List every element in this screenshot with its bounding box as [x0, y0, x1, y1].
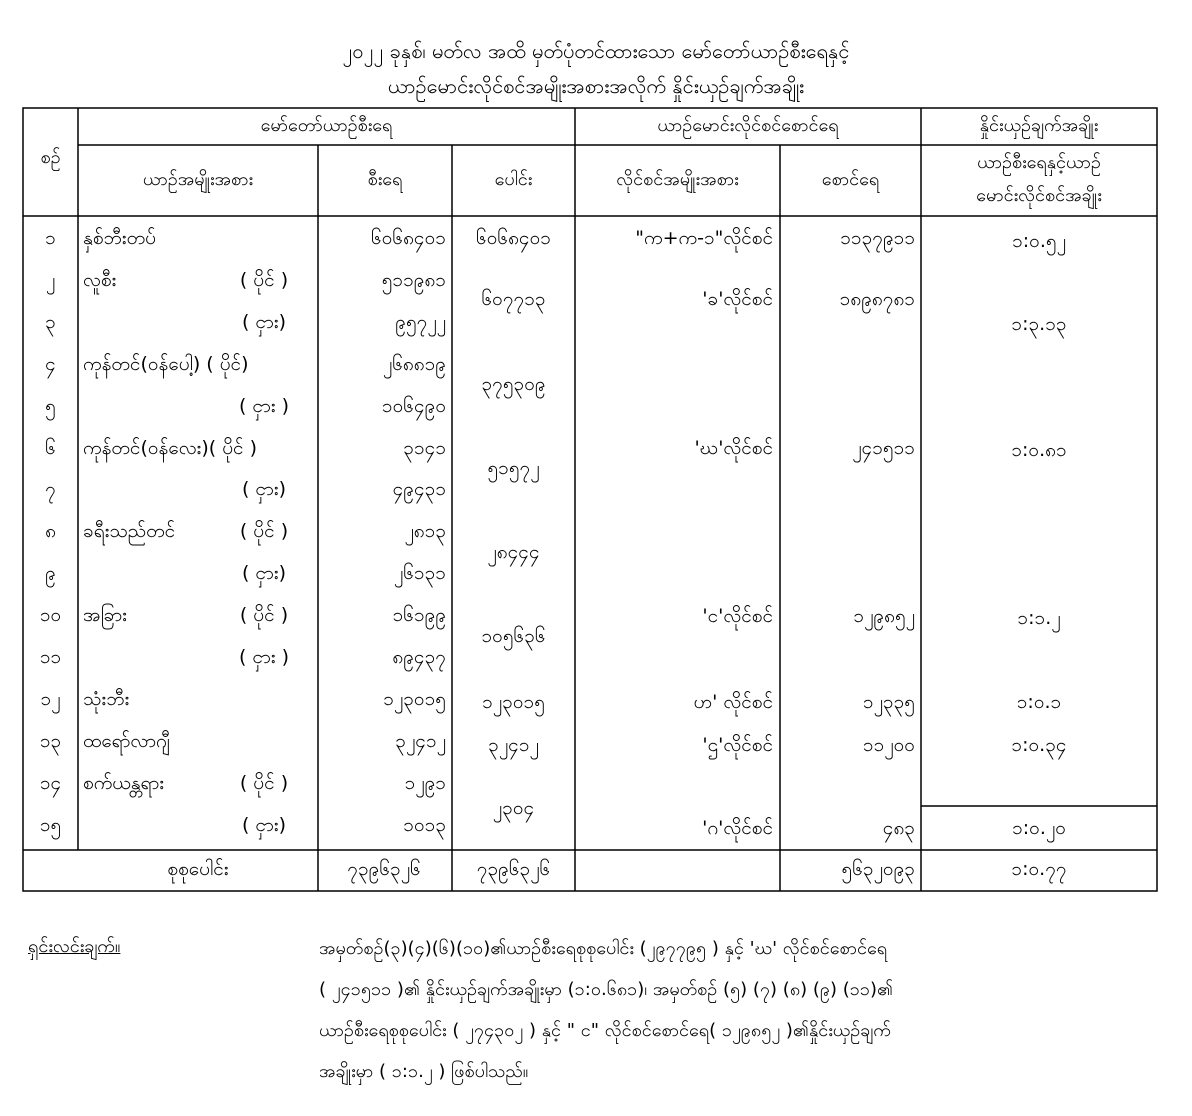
vehicle-type: အခြား [83, 604, 127, 626]
vehicle-type: သုံးဘီး [83, 688, 130, 710]
row-number: ၂ [45, 269, 56, 291]
vehicle-count: ၄၉၄၃၁ [392, 478, 446, 500]
header-no: စဉ် [40, 147, 61, 168]
row-number: ၄ [45, 353, 56, 375]
note-line: ( ၂၄၁၅၁၁ )၏ နှိုင်းယှဉ်ချက်အချိုးမှာ (၁:၀.၆၈၁)၊ အမှတ်စဉ် (၅) (၇) (၈) (၉) (၁၁)၏ [319, 979, 894, 1000]
total-ratio: ၁:၀.၇၇ [1011, 858, 1067, 880]
header-group-ratio: နှိုင်းယှဉ်ချက်အချိုး [979, 115, 1099, 136]
ratio-value: ၁:၀.၅၂ [1012, 230, 1066, 252]
license-type: ဟ' လိုင်စင် [693, 691, 773, 713]
row-number: ၉ [45, 562, 56, 584]
vehicle-count: ၁၆၁၉၉ [392, 604, 446, 626]
vehicle-count: ၅၁၁၉၈၁ [381, 269, 446, 291]
license-count: ၁၁၂၀၀ [862, 734, 915, 756]
row-number: ၃ [45, 311, 56, 333]
row-number: ၅ [45, 395, 56, 417]
sum-value: ၁၂၃၀၁၅ [482, 691, 545, 713]
ownership-qualifier: ( ငှား) [241, 562, 287, 584]
row-number: ၇ [45, 478, 56, 500]
vehicle-count: ၁၀၆၄၉၀ [381, 395, 446, 417]
header-vehicle-type: ယာဉ်အမျိုးအစား [142, 169, 254, 190]
vehicle-count: ၃၁၄၁ [403, 437, 446, 459]
ownership-qualifier: ( ငှား) [241, 311, 287, 333]
note-label: ရှင်းလင်းချက်။ [28, 936, 121, 957]
vehicle-count: ၁၂၉၁ [404, 772, 446, 794]
ownership-qualifier: ( ပိုင် ) [239, 269, 289, 291]
note-line: ယာဉ်စီးရေစုစုပေါင်း ( ၂၇၄၃၀၂ ) နှင့် " င" လိုင်စင်စောင်ရေ( ၁၂၉၈၅၂ )၏နှိုင်းယှဉ်ချက် [319, 1020, 891, 1041]
row-number: ၈ [45, 520, 56, 542]
ratio-value: ၁:၀.၃၄ [1011, 734, 1067, 756]
vehicle-count: ၈၉၄၃၇ [392, 646, 446, 668]
page-title-line2: ယာဉ်မောင်းလိုင်စင်အမျိုးအစားအလိုက် နှိုင်းယှဉ်ချက်အချိုး [387, 74, 805, 98]
ownership-qualifier: ( ငှား ) [238, 395, 290, 417]
vehicle-count: ၆၀၆၈၄၀၁ [371, 227, 446, 249]
total-license-count: ၅၆၃၂၀၉၃ [841, 858, 915, 880]
license-type: 'ခ'လိုင်စင် [702, 288, 773, 310]
ownership-qualifier: ( ပိုင် ) [239, 604, 289, 626]
vehicle-type: ကုန်တင်(ဝန်လေး)( ပိုင် ) [83, 437, 258, 459]
ownership-qualifier: ( ပိုင် ) [239, 772, 289, 794]
header-ratio-line2: မောင်းလိုင်စင်အချိုး [976, 185, 1102, 206]
license-count: ၁၂၉၈၅၂ [853, 605, 915, 627]
ownership-qualifier: ( ငှား ) [238, 646, 290, 668]
sum-value: ၅၁၅၇၂ [487, 457, 540, 479]
sum-value: ၃၇၅၃၀၉ [481, 373, 546, 395]
header-license-type: လိုင်စင်အမျိုးအစား [616, 169, 739, 190]
vehicle-count: ၂၆၁၃၁ [393, 562, 446, 584]
row-number: ၁၃ [39, 730, 62, 752]
ratio-value: ၁:၁.၂ [1017, 607, 1061, 629]
header-sum: ပေါင်း [494, 169, 533, 190]
note-line: အမှတ်စဉ်(၃)(၄)(၆)(၁၀)၏ယာဉ်စီးရေစုစုပေါင်း (၂၉၇၇၉၅ ) နှင့် 'ဃ' လိုင်စင်စောင်ရေ [319, 938, 888, 959]
page-title-line1: ၂၀၂၂ ခုနှစ်၊ မတ်လ အထိ မှတ်ပုံတင်ထားသော မော်တော်ယာဉ်စီးရေနှင့် [342, 39, 850, 63]
row-number: ၁၅ [39, 814, 62, 836]
license-count: ၁၈၉၈၇၈၁ [839, 288, 915, 310]
row-number: ၆ [45, 437, 56, 459]
sum-value: ၆၀၇၇၁၃ [481, 288, 546, 310]
row-number: ၁၂ [40, 688, 61, 710]
ratio-value: ၁:၃.၁၃ [1011, 313, 1067, 335]
vehicle-type: လူစီး [83, 269, 117, 291]
ratio-value: ၁:၀.၈၁ [1011, 439, 1067, 461]
row-number: ၁၀ [39, 604, 62, 626]
vehicle-count: ၁၂၃၀၁၅ [383, 688, 446, 710]
ratio-value: ၁:၀.၁ [1016, 691, 1062, 713]
license-count: ၄၈၃ [882, 817, 915, 839]
header-group-vehicles: မော်တော်ယာဉ်စီးရေ [260, 115, 393, 136]
vehicle-count: ၉၅၇၂၂ [395, 311, 446, 333]
license-count: ၁၁၃၇၉၁၁ [840, 227, 915, 249]
total-sum: ၇၃၉၆၃၂၆ [476, 858, 551, 880]
note-text [319, 928, 1119, 1092]
vehicle-count: ၁၀၁၃ [403, 814, 446, 836]
row-number: ၁၄ [39, 772, 62, 794]
total-count: ၇၃၉၆၃၂၆ [347, 858, 421, 880]
vehicle-count: ၃၂၄၁၂ [395, 730, 446, 752]
total-label: စုစုပေါင်း [167, 858, 229, 880]
license-type: 'င'လိုင်စင် [702, 605, 773, 627]
vehicle-count: ၂၈၁၃ [404, 520, 446, 542]
license-type: "က+က-၁"လိုင်စင် [635, 227, 773, 249]
license-type: 'ဌ'လိုင်စင် [702, 734, 773, 756]
license-count: ၁၂၃၃၅ [862, 691, 915, 713]
ownership-qualifier: ( ငှား) [241, 478, 287, 500]
header-ratio-line1: ယာဉ်စီးရေနှင့်ယာဉ် [977, 152, 1101, 173]
sum-value: ၂၃၀၄ [492, 797, 535, 819]
header-count: စီးရေ [367, 169, 403, 190]
row-number: ၁၁ [39, 646, 62, 668]
license-type: 'ဃ'လိုင်စင် [694, 437, 773, 459]
row-number: ၁ [45, 227, 56, 249]
sum-value: ၁၀၅၆၃၆ [481, 625, 546, 647]
vehicle-count: ၂၆၈၈၁၉ [382, 353, 446, 375]
sum-value: ၃၂၄၁၂ [488, 734, 539, 756]
note-line: အချိုးမှာ ( ၁:၁.၂ ) ဖြစ်ပါသည်။ [319, 1061, 529, 1082]
vehicle-type: ထရော်လာဂျီ [83, 730, 170, 752]
header-group-licenses: ယာဉ်မောင်းလိုင်စင်စောင်ရေ [657, 115, 839, 136]
vehicle-type: နှစ်ဘီးတပ် [83, 227, 156, 249]
license-count: ၂၄၁၅၁၁ [852, 437, 915, 459]
vehicle-type: ကုန်တင်(ဝန်ပေါ့) ( ပိုင်) [83, 353, 249, 375]
vehicle-type: ခရီးသည်တင် [83, 520, 176, 542]
ratio-value: ၁:၀.၂၀ [1012, 817, 1066, 839]
sum-value: ၆၀၆၈၄၀၁ [476, 227, 551, 249]
sum-value: ၂၈၄၄၄ [487, 541, 540, 563]
ownership-qualifier: ( ငှား) [241, 814, 287, 836]
license-type: 'ဂ'လိုင်စင် [702, 817, 773, 839]
ownership-qualifier: ( ပိုင် ) [239, 520, 289, 542]
vehicle-type: စက်ယန္တရား [83, 772, 165, 794]
header-license-count: စောင်ရေ [821, 169, 880, 190]
